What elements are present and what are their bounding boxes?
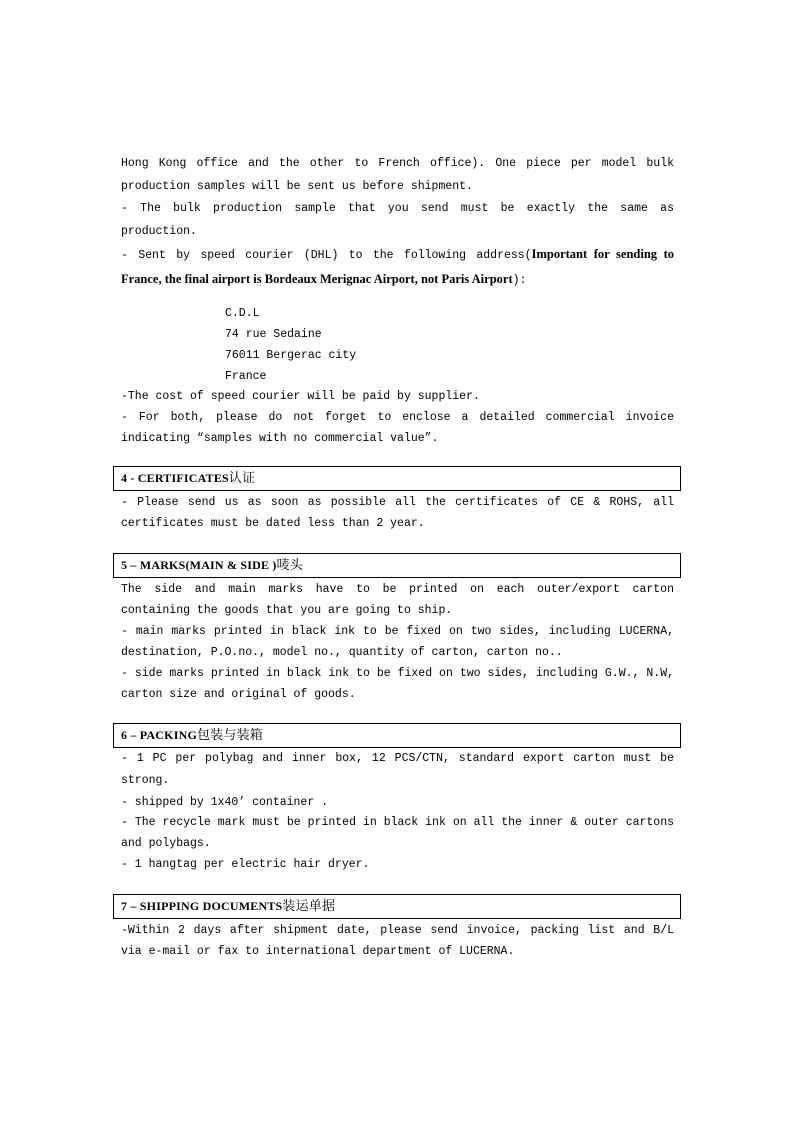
section-5-text-2: - main marks printed in black ink to be fixed on two sides, including LUCERNA, destination, P.O.no., model no., quantity of carton, carton no..	[121, 625, 674, 659]
section-6-text-2: - shipped by 1x40’ container .	[121, 796, 329, 809]
section-title-cn: 唛头	[276, 558, 304, 573]
section-5-text-3: - side marks printed in black ink to be fixed on two sides, including G.W., N.W, carton size and original of goods.	[121, 667, 674, 701]
courier-text-end: ):	[512, 273, 527, 287]
invoice-text: - For both, please do not forget to enclose a detailed commercial invoice indicating “samples with no commercial value”.	[121, 411, 674, 445]
section-5-header	[113, 553, 681, 578]
section-5-text-1: The side and main marks have to be printed on each outer/export carton containing the goods that you are going to ship.	[121, 583, 674, 617]
section-title-cn: 认证	[228, 471, 256, 486]
section-6-text-1: - 1 PC per polybag and inner box, 12 PCS/CTN, standard export carton must be strong.	[121, 752, 674, 787]
section-7-header	[113, 894, 681, 919]
section-4-text: - Please send us as soon as possible all the certificates of CE & ROHS, all certificates must be dated less than 2 year.	[121, 496, 674, 530]
section-title-cn: 装运单据	[282, 899, 336, 914]
address-block	[121, 303, 674, 387]
section-7-text: -Within 2 days after shipment date, please send invoice, packing list and B/L via e-mail or fax to international department of LUCERNA.	[121, 924, 674, 958]
address-country: France	[225, 370, 267, 383]
section-title-cn: 包装与装箱	[196, 728, 263, 743]
section-title: 4 - CERTIFICATES	[121, 471, 229, 485]
document-page	[121, 153, 674, 962]
section-title: 5 – MARKS(MAIN & SIDE )	[121, 558, 277, 572]
courier-text: - Sent by speed courier (DHL) to the following address(	[121, 249, 532, 262]
section-title: 6 – PACKING	[121, 728, 197, 742]
section-6-text-3: - The recycle mark must be printed in black ink on all the inner & outer cartons and polybags.	[121, 816, 674, 850]
section-6-header	[113, 723, 681, 748]
intro-paragraph-2: - The bulk production sample that you send must be exactly the same as production.	[121, 202, 674, 238]
section-4-header	[113, 466, 681, 491]
intro-paragraph-1: Hong Kong office and the other to French office). One piece per model bulk production samples will be sent us before shipment.	[121, 157, 674, 193]
airport-notice: Important for sending to France, the final airport is Bordeaux Merignac Airport, not Paris Airport	[121, 247, 675, 286]
address-name: C.D.L	[225, 307, 260, 320]
address-city: 76011 Bergerac city	[225, 349, 357, 362]
address-street: 74 rue Sedaine	[225, 328, 322, 341]
section-6-text-4: - 1 hangtag per electric hair dryer.	[121, 858, 370, 871]
section-title: 7 – SHIPPING DOCUMENTS	[121, 899, 283, 913]
intro-paragraph-3	[121, 243, 674, 292]
courier-cost-text: -The cost of speed courier will be paid by supplier.	[121, 390, 480, 403]
